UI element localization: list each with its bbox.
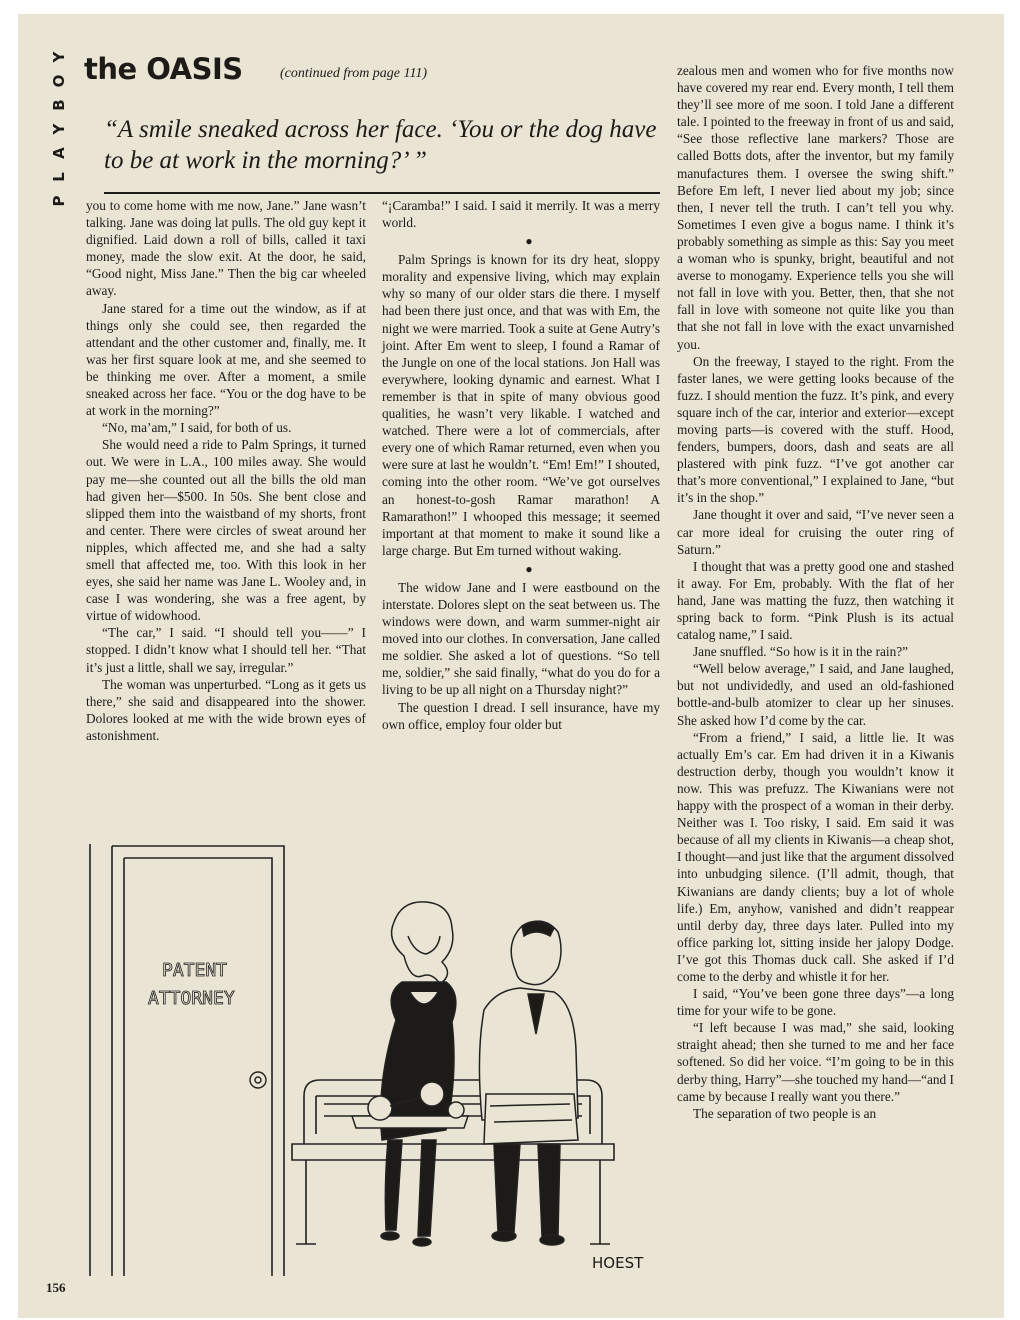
section-bullet: ● xyxy=(525,561,533,576)
paragraph: The widow Jane and I were eastbound on the interstate. Dolores slept on the seat between us. The windows were down, and warm summer-night air moved into our clothes. In conversation, Jane called me soldier. She asked a lot of questions. “So tell me, soldier,” she said finally, “what do you do for a living to be up all night on a Thursday night?” xyxy=(382,579,660,698)
door-knob-icon xyxy=(250,1072,266,1088)
door-sign-line1: PATENT xyxy=(162,960,228,981)
paragraph: I thought that was a pretty good one and stashed it away. For Em, probably. With the flat of her hand, Jane was matting the fuzz, then watching it spring back to form. “Pink Plush is its actual catalog name,” I said. xyxy=(677,558,954,643)
side-letter: P xyxy=(50,195,68,207)
paragraph: Jane snuffled. “So how is it in the rain?” xyxy=(693,644,909,660)
column-3 xyxy=(677,62,954,1122)
paragraph: “From a friend,” I said, a little lie. It was actually Em’s car. Em had driven it in a Kiwanis destruction derby, though you wouldn’t know it now. This was prefuzz. The Kiwanians were not happy with the prospect of a woman in their derby. Neither was I. Too risky, I said. Em said it was because of all my clients in Kiwanis—a cheap shot, I thought—and just like that the argument dissolved into unbudging silence. (I’ll admit, though, that Kiwanians are dandy clients; buy a lot of whole life.) Em, anyhow, vanished and didn’t reappear until derby day, three days later. Pulled into my office parking lot, sitting inside her jalopy Dodge. I’ve got this Thomas duck call. She asked if I’d come to the derby and whistle it for her. xyxy=(677,729,954,984)
continued-note: (continued from page 111) xyxy=(280,66,428,81)
paragraph: zealous men and women who for five months now have covered my rear end. Every month, I tell them they’ll see more of me soon. I told Jane a different tale. I pointed to the freeway in front of us and said, “See those reflective lane markers? Those are called Botts dots, after the inventor, but my family manufactures them. I oversee the swing shift.” Before Em left, I never lied about my job; since then, I never tell the truth. I can’t tell you why. Sometimes I even give a bogus name. I think it’s probably something as simple as this: Say you meet a woman who is spunky, bright, beautiful and not averse to monogamy. Experience tells you she will not fall in love with you. Better, then, that she not fall in love with someone not quite like you than that she not fall in love with the exact unvarnished you. xyxy=(677,63,954,352)
side-letter: Y xyxy=(50,123,68,135)
door-sign-line2: ATTORNEY xyxy=(148,988,235,1009)
page-number: 156 xyxy=(46,1280,66,1295)
cartoon-illustration xyxy=(84,844,660,1284)
side-letter: B xyxy=(50,99,68,111)
man-figure xyxy=(479,921,578,1245)
paragraph: The separation of two people is an xyxy=(693,1105,877,1121)
divider-rule xyxy=(104,192,660,194)
playboy-side-label xyxy=(48,46,70,212)
side-letter: O xyxy=(50,74,68,88)
paragraph: “¡Caramba!” I said. I said it merrily. It was a merry world. xyxy=(382,198,660,231)
woman-figure xyxy=(352,902,468,1246)
paragraph: you to come home with me now, Jane.” Jane wasn’t talking. Jane was doing lat pulls. The old guy kept it dignified. Laid down a roll of bills, called it taxi money, made the slow exit. At the door, he said, “Good night, Miss Jane.” Then the big car wheeled away. xyxy=(86,198,366,299)
paragraph: The woman was unperturbed. “Long as it gets us there,” she said and disappeared into the shower. Dolores looked at me with the wide brown eyes of astonishment. xyxy=(86,676,366,743)
paragraph: She would need a ride to Palm Springs, it turned out. We were in L.A., 100 miles away. She would pay me—she counted out all the bills the old man had given her—$500. In 50s. She bent close and slipped them into the waistband of my shorts, front and center. There were circles of sweat around her nipples, which affected me, and she had a salty smell that affected me, too. With this look in her eyes, she said her name was Jane L. Wooley and, in case I was wondering, she was a free agent, by virtue of widowhood. xyxy=(86,437,366,624)
column-2 xyxy=(382,197,660,733)
paragraph: “The car,” I said. “I should tell you——” I stopped. I didn’t know what I should tell her. “That it’s just a little, shall we say, irregular.” xyxy=(86,625,366,675)
side-letter: Y xyxy=(50,51,68,63)
paragraph: “No, ma’am,” I said, for both of us. xyxy=(102,420,292,436)
paragraph: I said, “You’ve been gone three days”—a long time for your wife to be gone. xyxy=(677,986,954,1019)
paragraph: “Well below average,” I said, and Jane laughed, but not undividedly, and used an old-fashioned bottle-and-bulb atomizer to clear up her sinuses. She asked how I’d come by the car. xyxy=(677,661,954,728)
paragraph: The question I dread. I sell insurance, have my own office, employ four older but xyxy=(382,699,660,732)
magazine-page xyxy=(18,14,1004,1318)
paragraph: Palm Springs is known for its dry heat, sloppy morality and expensive living, which may explain why so many of our older stars die there. I myself had been there just once, and that was with Em, the night we were married. Took a suite at Gene Autry’s joint. After Em went to sleep, I found a Ramar of the Jungle on one of the local stations. Jon Hall was everywhere, looking dynamic and earnest. What I remember is that in spite of many obvious good qualities, he wasn’t very likable. I watched and watched. There were a lot of commercials, after every one of which Ramar returned, even when you were sure at last he wouldn’t. “Em! Em!” I shouted, coming into the other room. “We’ve got ourselves an honest-to-gosh Ramar marathon! A Ramarathon!” I whooped this message; it seemed important at that moment to make it sound like a large charge. But Em turned without waking. xyxy=(382,252,660,558)
article-header xyxy=(84,52,659,92)
paragraph: “I left because I was mad,” she said, looking straight ahead; then she turned to me and her face softened. So did her voice. “I’m going to be in this derby thing, Harry”—she touched my hand—“and I came by because I really want you there.” xyxy=(677,1020,954,1104)
column-1 xyxy=(86,197,366,744)
paragraph: On the freeway, I stayed to the right. From the faster lanes, we were getting looks because of the fuzz. I should mention the fuzz. It’s pink, and every square inch of the car, interior and exterior—except moving parts—is covered with the stuff. Hood, fenders, bumpers, doors, dash and seats are all plastered with pink fuzz. “I’ve got another car that’s more conventional,” I explained to Jane, “but it’s in the shop.” xyxy=(677,353,954,506)
section-bullet: ● xyxy=(525,234,533,249)
pull-quote: “A smile sneaked across her face. ‘You or the dog have to be at work in the morning?’ ” xyxy=(104,116,657,174)
side-letter: L xyxy=(50,172,68,182)
cartoonist-signature: HOEST xyxy=(592,1254,644,1272)
article-title: the OASIS xyxy=(84,52,243,86)
paragraph: Jane stared for a time out the window, as if at things only she could see, then regarded the attendant and the other customer and, finally, me. It was her first square look at me, and she seemed to be thinking me over. After a moment, a smile sneaked across her face. “You or the dog have to be at work in the morning?” xyxy=(86,300,366,419)
paragraph: Jane thought it over and said, “I’ve never seen a car more ideal for cruising the outer ring of Saturn.” xyxy=(677,507,954,557)
side-letter: A xyxy=(50,147,68,159)
